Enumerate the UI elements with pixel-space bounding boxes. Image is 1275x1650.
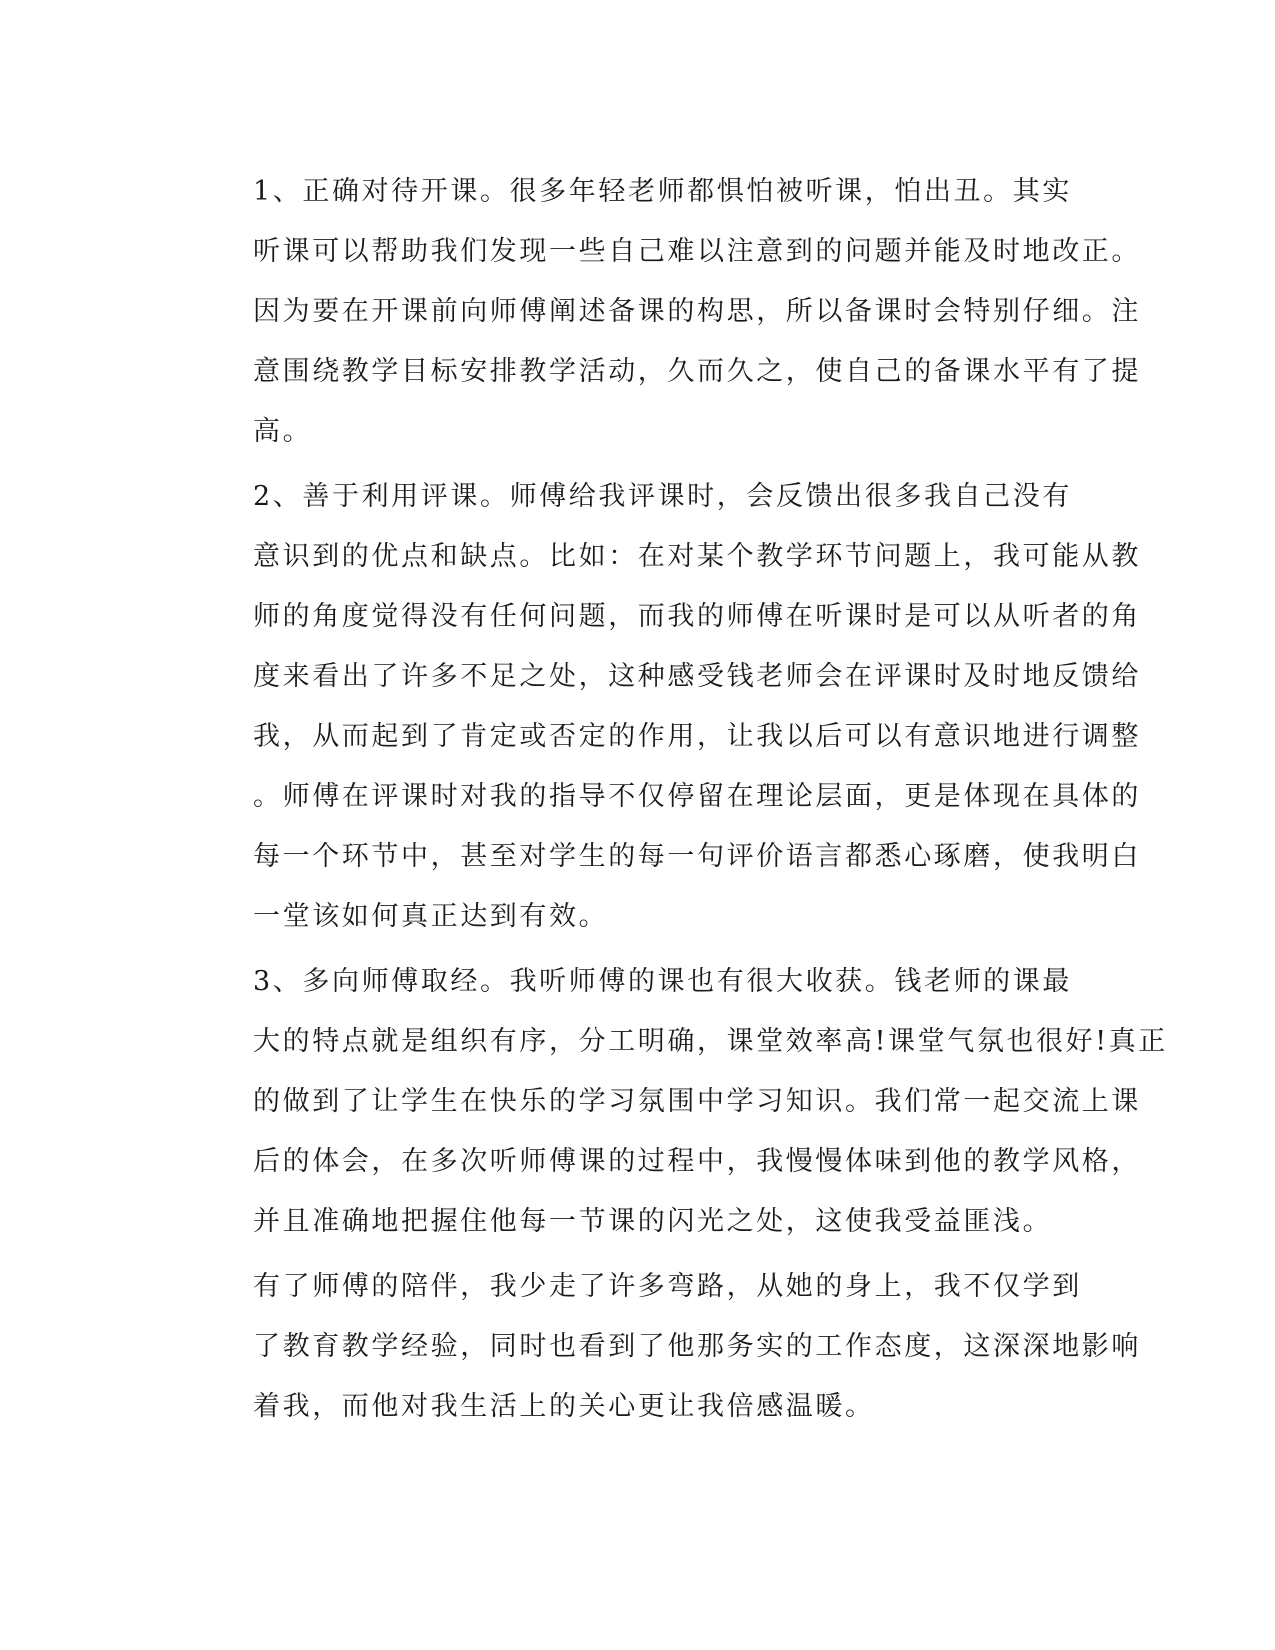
text-line: 后的体会，在多次听师傅课的过程中，我慢慢体味到他的教学风格， — [253, 1146, 1141, 1177]
text-line: 的做到了让学生在快乐的学习氛围中学习知识。我们常一起交流上课 — [253, 1086, 1141, 1117]
paragraph-open-class — [185, 162, 1245, 462]
text-line: 了教育教学经验，同时也看到了他那务实的工作态度，这深深地影响 — [253, 1331, 1141, 1362]
text-line: 2、善于利用评课。师傅给我评课时，会反馈出很多我自己没有 — [253, 481, 1072, 512]
text-line: 因为要在开课前向师傅阐述备课的构思，所以备课时会特别仔细。注 — [253, 296, 1141, 327]
text-line: 高。 — [253, 416, 313, 447]
text-line: 一堂该如何真正达到有效。 — [253, 901, 609, 932]
text-line: 每一个环节中，甚至对学生的每一句评价语言都悉心琢磨，使我明白 — [253, 841, 1141, 872]
text-line: 着我，而他对我生活上的关心更让我倍感温暖。 — [253, 1391, 875, 1422]
text-line: 。师傅在评课时对我的指导不仅停留在理论层面，更是体现在具体的 — [253, 781, 1141, 812]
paragraph-learn-from-mentor — [185, 952, 1245, 1252]
text-line: 度来看出了许多不足之处，这种感受钱老师会在评课时及时地反馈给 — [253, 661, 1141, 692]
text-line: 有了师傅的陪伴，我少走了许多弯路，从她的身上，我不仅学到 — [253, 1271, 1082, 1302]
paragraph-class-review — [185, 467, 1245, 947]
text-line: 听课可以帮助我们发现一些自己难以注意到的问题并能及时地改正。 — [253, 236, 1141, 267]
text-line: 3、多向师傅取经。我听师傅的课也有很大收获。钱老师的课最 — [253, 966, 1072, 997]
text-line: 并且准确地把握住他每一节课的闪光之处，这使我受益匪浅。 — [253, 1206, 1053, 1237]
text-line: 我，从而起到了肯定或否定的作用，让我以后可以有意识地进行调整 — [253, 721, 1141, 752]
text-line: 1、正确对待开课。很多年轻老师都惧怕被听课，怕出丑。其实 — [253, 176, 1072, 207]
paragraph-conclusion — [185, 1257, 1245, 1437]
text-line: 大的特点就是组织有序，分工明确，课堂效率高!课堂气氛也很好!真正 — [253, 1026, 1168, 1057]
text-line: 意围绕教学目标安排教学活动，久而久之，使自己的备课水平有了提 — [253, 356, 1141, 387]
text-line: 意识到的优点和缺点。比如：在对某个教学环节问题上，我可能从教 — [253, 541, 1141, 572]
text-line: 师的角度觉得没有任何问题，而我的师傅在听课时是可以从听者的角 — [253, 601, 1141, 632]
document-body — [185, 162, 1245, 1442]
